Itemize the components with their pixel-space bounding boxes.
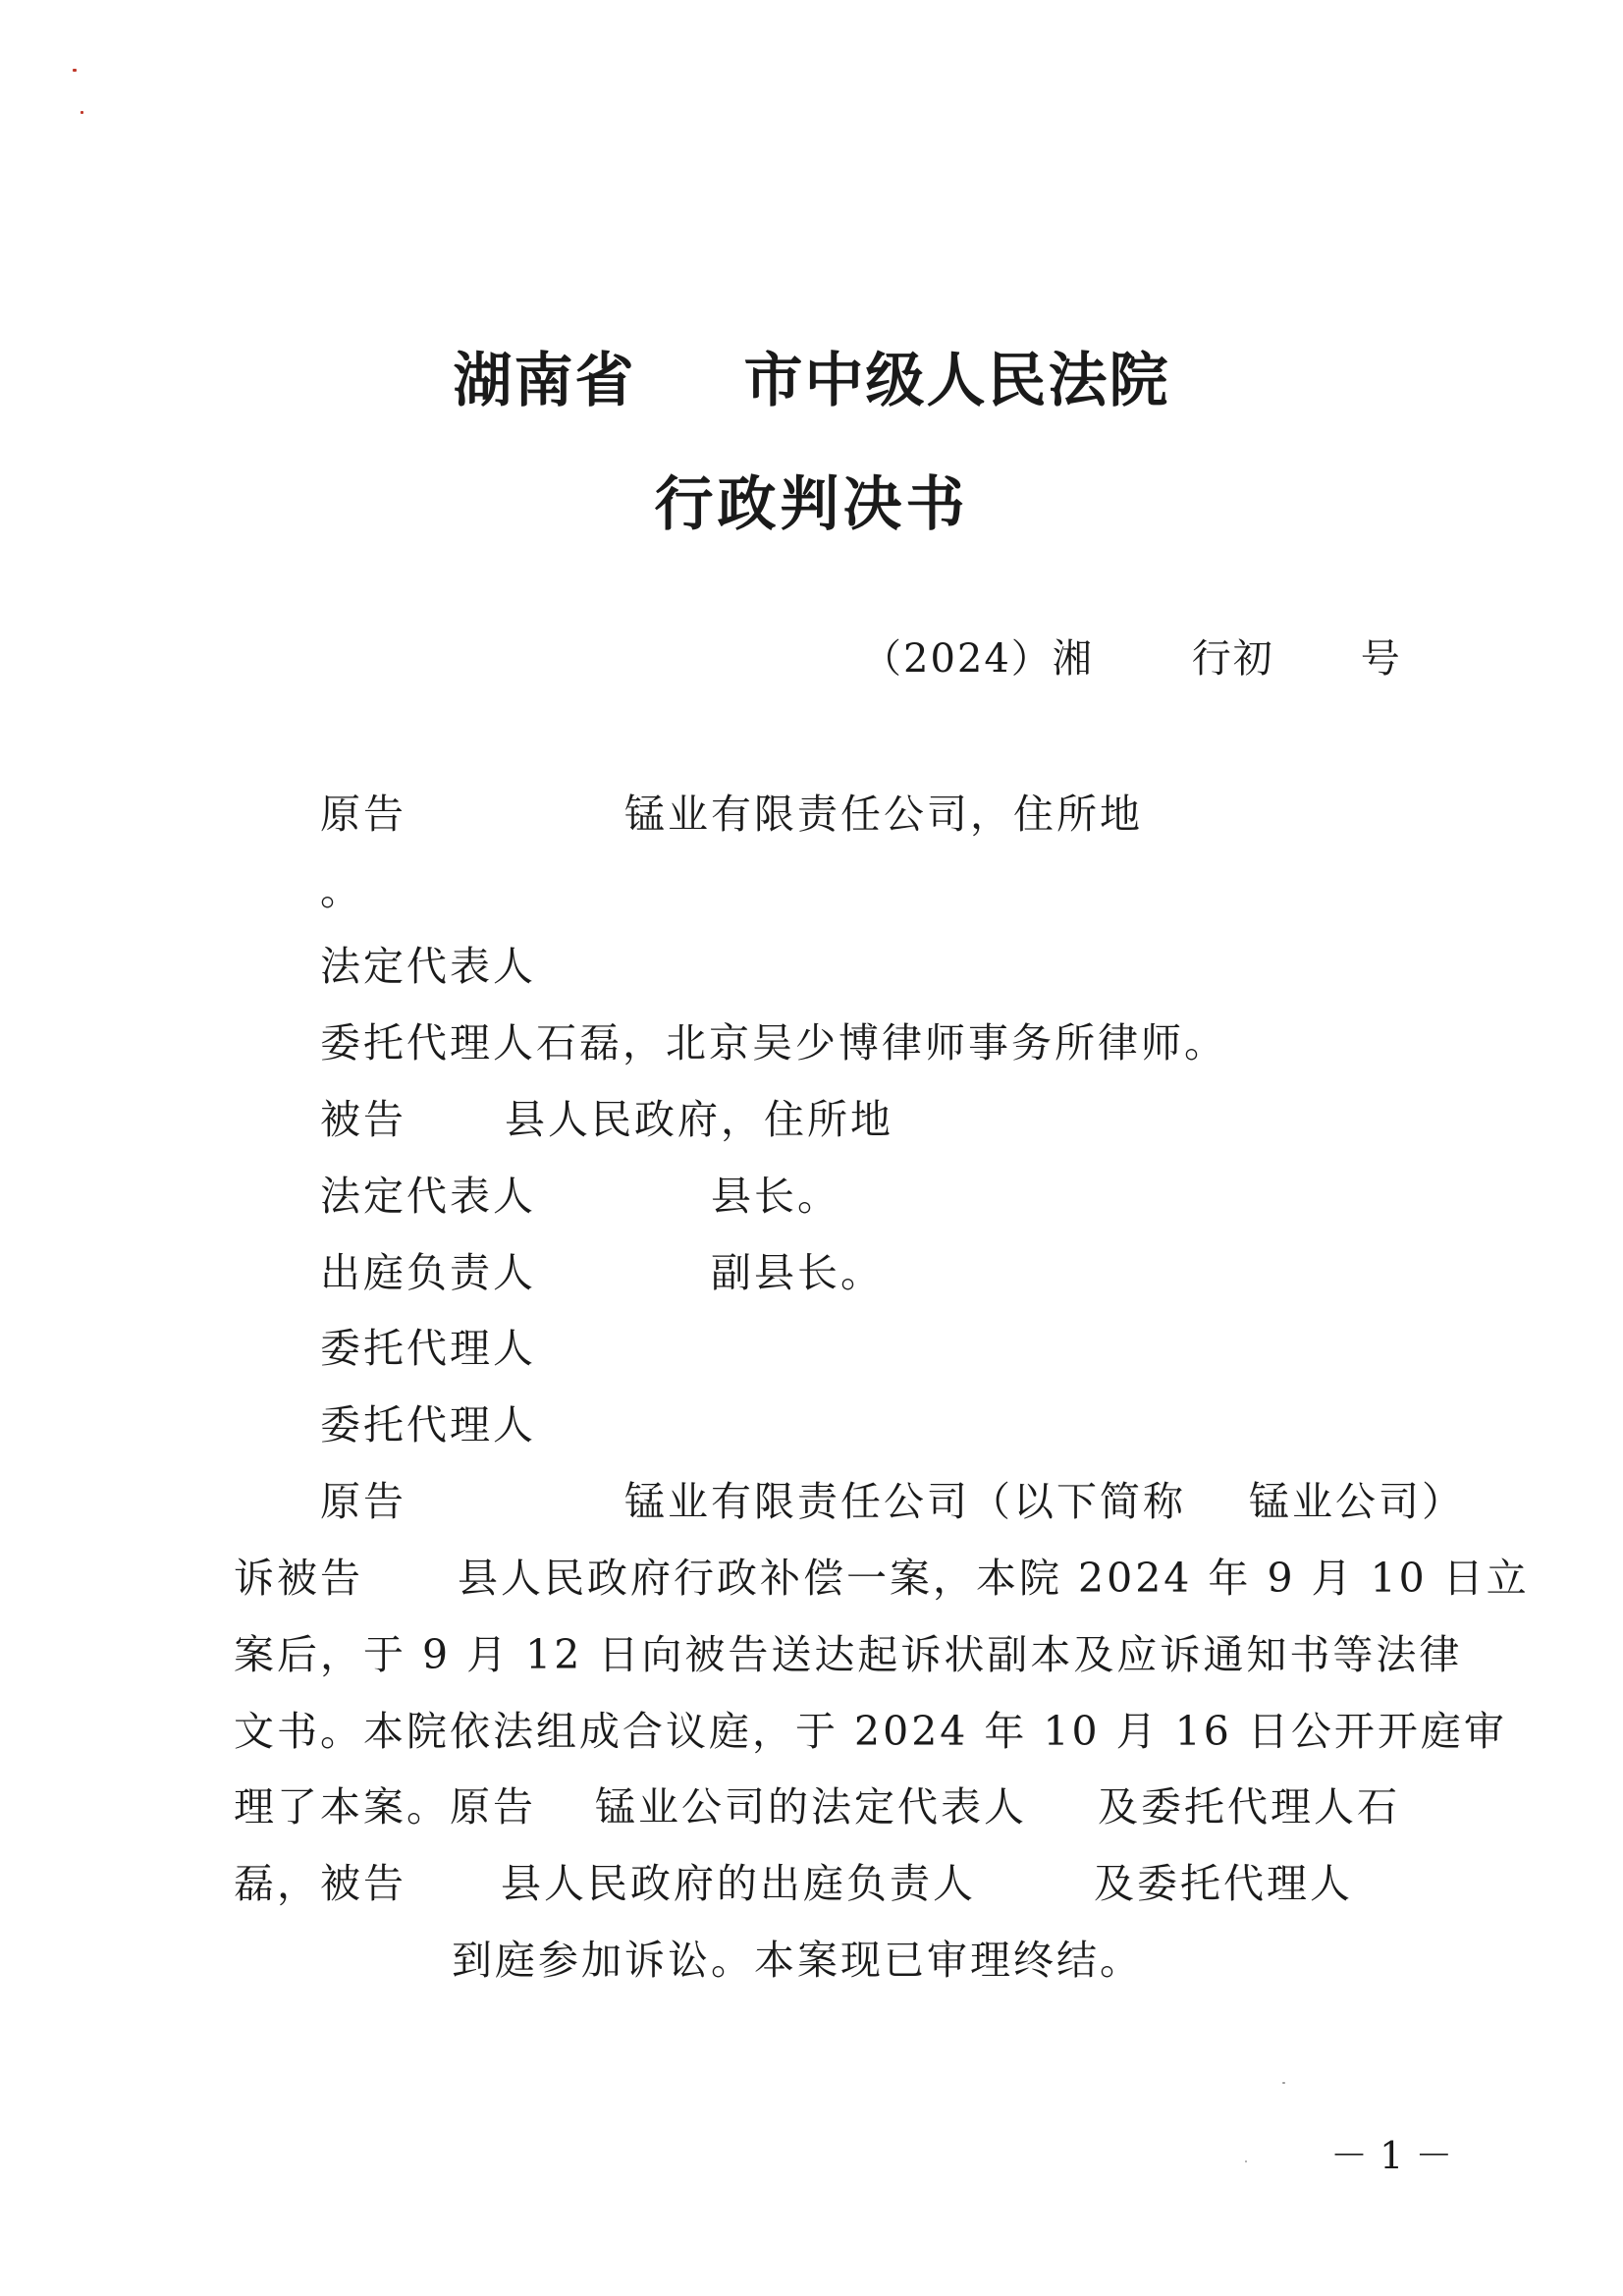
plaintiff-address-cont: 。	[320, 867, 363, 914]
defendant-label: 被告	[320, 1096, 406, 1143]
redacted-gap	[636, 346, 744, 416]
body-line-1	[320, 1475, 1465, 1528]
case-number-year: （2024）湘	[862, 636, 1094, 682]
scan-speck	[1245, 2160, 1247, 2162]
body-text: 原告	[320, 1478, 406, 1525]
court-rep-label: 出庭负责人	[320, 1249, 536, 1296]
body-text: 诉被告	[234, 1555, 363, 1602]
scan-speck	[1282, 2082, 1285, 2084]
body-text: 及委托代理人石	[1098, 1783, 1400, 1831]
plaintiff-legal-rep: 法定代表人	[320, 943, 536, 990]
case-number-type: 行初	[1191, 636, 1274, 682]
defendant-agent-1: 委托代理人	[320, 1325, 536, 1372]
court-rep-title: 副县长。	[711, 1249, 884, 1296]
case-number	[862, 633, 1402, 684]
body-line-6	[234, 1857, 1353, 1910]
body-line-7: 到庭参加诉讼。本案现已审理终结。	[452, 1937, 1143, 1984]
plaintiff-line	[320, 788, 1143, 841]
document-type-title: 行政判决书	[654, 470, 969, 539]
body-text: 县人民政府行政补偿一案，本院 2024 年 9 月 10 日立	[458, 1555, 1530, 1602]
body-text: 县人民政府的出庭负责人	[501, 1860, 976, 1907]
scan-speck	[81, 111, 83, 114]
plaintiff-name: 锰业有限责任公司，住所地	[624, 791, 1143, 838]
court-representative	[320, 1246, 884, 1299]
defendant-agent-2: 委托代理人	[320, 1401, 536, 1449]
court-name-province: 湖南省	[453, 347, 636, 415]
body-text: 及委托代理人	[1094, 1860, 1353, 1907]
def-legal-rep-label: 法定代表人	[320, 1173, 536, 1220]
scan-speck	[73, 69, 77, 72]
case-number-suffix: 号	[1360, 636, 1402, 682]
defendant-name: 县人民政府，住所地	[505, 1096, 893, 1143]
def-legal-rep-title: 县长。	[711, 1173, 840, 1220]
defendant-legal-rep	[320, 1170, 840, 1223]
body-line-2	[234, 1552, 1530, 1605]
court-name	[0, 346, 1623, 416]
body-line-4: 文书。本院依法组成合议庭，于 2024 年 10 月 16 日公开开庭审	[234, 1708, 1507, 1755]
body-line-3: 案后，于 9 月 12 日向被告送达起诉状副本及应诉通知书等法律	[234, 1631, 1463, 1678]
body-line-5	[234, 1780, 1400, 1833]
plaintiff-agent: 委托代理人石磊，北京吴少博律师事务所律师。	[320, 1019, 1227, 1066]
page-number: － 1 －	[1330, 2134, 1453, 2177]
body-text: 锰业公司的法定代表人	[595, 1783, 1027, 1831]
body-text: 磊，被告	[234, 1860, 406, 1907]
defendant-line	[320, 1093, 893, 1146]
plaintiff-label: 原告	[320, 791, 406, 838]
body-text: 锰业有限责任公司（以下简称	[624, 1478, 1186, 1525]
body-text: 理了本案。原告	[234, 1783, 536, 1831]
court-name-court: 市中级人民法院	[743, 347, 1170, 415]
body-text: 锰业公司）	[1249, 1478, 1465, 1525]
